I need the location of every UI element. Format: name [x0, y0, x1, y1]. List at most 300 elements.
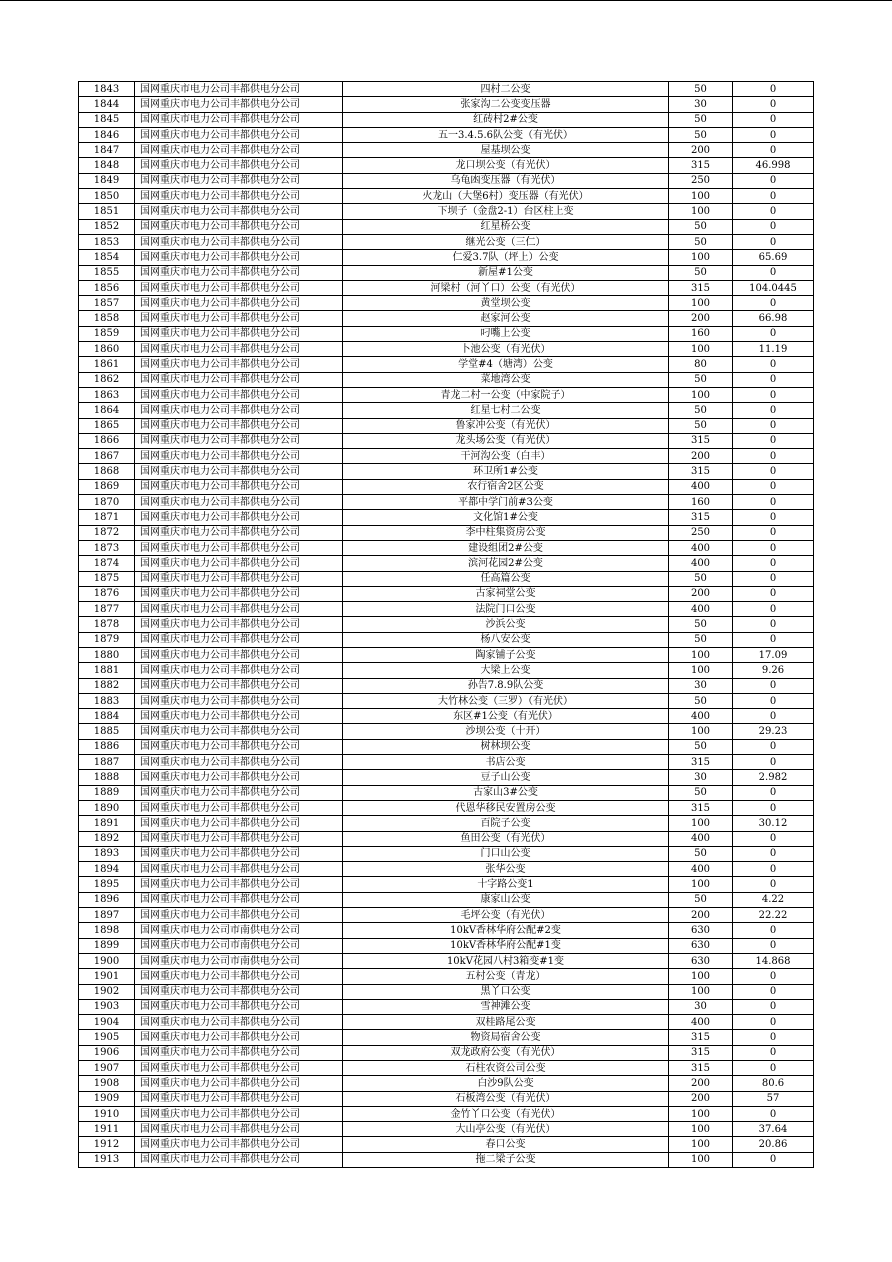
capacity-cell: 315	[669, 1030, 733, 1045]
company-cell: 国网重庆市电力公司丰都供电分公司	[135, 602, 343, 617]
value-cell: 0	[733, 357, 814, 372]
company-cell: 国网重庆市电力公司丰都供电分公司	[135, 357, 343, 372]
table-row	[79, 387, 814, 402]
company-cell: 国网重庆市电力公司丰都供电分公司	[135, 449, 343, 464]
value-cell: 0	[733, 265, 814, 280]
table-row	[79, 449, 814, 464]
row-id-cell: 1859	[79, 326, 135, 341]
capacity-cell: 160	[669, 326, 733, 341]
capacity-cell: 50	[669, 82, 733, 97]
capacity-cell: 315	[669, 1045, 733, 1060]
company-cell: 国网重庆市电力公司丰都供电分公司	[135, 525, 343, 540]
company-cell: 国网重庆市电力公司丰都供电分公司	[135, 755, 343, 770]
capacity-cell: 50	[669, 127, 733, 142]
capacity-cell: 100	[669, 877, 733, 892]
table-row	[79, 1030, 814, 1045]
table-row	[79, 709, 814, 724]
station-name-cell: 叼嘴上公变	[343, 326, 669, 341]
table-row	[79, 357, 814, 372]
row-id-cell: 1876	[79, 586, 135, 601]
company-cell: 国网重庆市电力公司丰都供电分公司	[135, 97, 343, 112]
station-name-cell: 豆子山公变	[343, 770, 669, 785]
station-name-cell: 孙告7.8.9队公变	[343, 678, 669, 693]
company-cell: 国网重庆市电力公司丰都供电分公司	[135, 265, 343, 280]
station-name-cell: 红星桥公变	[343, 219, 669, 234]
data-table	[78, 81, 814, 1168]
capacity-cell: 100	[669, 663, 733, 678]
company-cell: 国网重庆市电力公司丰都供电分公司	[135, 1076, 343, 1091]
row-id-cell: 1851	[79, 204, 135, 219]
row-id-cell: 1894	[79, 862, 135, 877]
row-id-cell: 1890	[79, 800, 135, 815]
capacity-cell: 400	[669, 479, 733, 494]
value-cell: 0	[733, 525, 814, 540]
value-cell: 0	[733, 617, 814, 632]
station-name-cell: 门口山公变	[343, 846, 669, 861]
row-id-cell: 1911	[79, 1122, 135, 1137]
table-row	[79, 311, 814, 326]
capacity-cell: 200	[669, 143, 733, 158]
table-row	[79, 97, 814, 112]
row-id-cell: 1891	[79, 816, 135, 831]
value-cell: 65.69	[733, 250, 814, 265]
table-row	[79, 265, 814, 280]
row-id-cell: 1902	[79, 984, 135, 999]
page-top-rule	[0, 0, 892, 1]
capacity-cell: 50	[669, 571, 733, 586]
row-id-cell: 1844	[79, 97, 135, 112]
row-id-cell: 1846	[79, 127, 135, 142]
capacity-cell: 50	[669, 785, 733, 800]
station-name-cell: 红星七村二公变	[343, 403, 669, 418]
row-id-cell: 1906	[79, 1045, 135, 1060]
capacity-cell: 30	[669, 678, 733, 693]
station-name-cell: 春口公变	[343, 1137, 669, 1152]
value-cell: 0	[733, 556, 814, 571]
table-row	[79, 602, 814, 617]
table-row	[79, 877, 814, 892]
table-row	[79, 1106, 814, 1121]
value-cell: 0	[733, 632, 814, 647]
table-row	[79, 739, 814, 754]
capacity-cell: 200	[669, 449, 733, 464]
station-name-cell: 张华公变	[343, 862, 669, 877]
value-cell: 20.86	[733, 1137, 814, 1152]
station-name-cell: 石板湾公变（有光伏）	[343, 1091, 669, 1106]
capacity-cell: 160	[669, 495, 733, 510]
value-cell: 0	[733, 82, 814, 97]
table-row	[79, 923, 814, 938]
value-cell: 0	[733, 693, 814, 708]
value-cell: 2.982	[733, 770, 814, 785]
company-cell: 国网重庆市电力公司丰都供电分公司	[135, 1091, 343, 1106]
table-row	[79, 647, 814, 662]
station-name-cell: 火龙山（大堡6村）变压器（有光伏）	[343, 189, 669, 204]
row-id-cell: 1887	[79, 755, 135, 770]
station-name-cell: 10kV花园八村3箱变#1变	[343, 953, 669, 968]
table-row	[79, 1152, 814, 1167]
company-cell: 国网重庆市电力公司丰都供电分公司	[135, 510, 343, 525]
capacity-cell: 630	[669, 938, 733, 953]
table-row	[79, 846, 814, 861]
row-id-cell: 1856	[79, 280, 135, 295]
row-id-cell: 1899	[79, 938, 135, 953]
row-id-cell: 1862	[79, 372, 135, 387]
station-name-cell: 五一3.4.5.6队公变（有光伏）	[343, 127, 669, 142]
company-cell: 国网重庆市电力公司丰都供电分公司	[135, 464, 343, 479]
company-cell: 国网重庆市电力公司丰都供电分公司	[135, 342, 343, 357]
value-cell: 0	[733, 418, 814, 433]
table-row	[79, 1045, 814, 1060]
table-row	[79, 586, 814, 601]
station-name-cell: 双龙政府公变（有光伏）	[343, 1045, 669, 1060]
company-cell: 国网重庆市电力公司丰都供电分公司	[135, 158, 343, 173]
capacity-cell: 30	[669, 97, 733, 112]
value-cell: 0	[733, 510, 814, 525]
station-name-cell: 物资局宿舍公变	[343, 1030, 669, 1045]
row-id-cell: 1877	[79, 602, 135, 617]
capacity-cell: 100	[669, 296, 733, 311]
station-name-cell: 沙浜公变	[343, 617, 669, 632]
table-row	[79, 556, 814, 571]
row-id-cell: 1848	[79, 158, 135, 173]
value-cell: 0	[733, 495, 814, 510]
station-name-cell: 任高篇公变	[343, 571, 669, 586]
capacity-cell: 400	[669, 831, 733, 846]
station-name-cell: 滨河花园2#公变	[343, 556, 669, 571]
station-name-cell: 文化馆1#公变	[343, 510, 669, 525]
value-cell: 0	[733, 326, 814, 341]
company-cell: 国网重庆市电力公司丰都供电分公司	[135, 571, 343, 586]
capacity-cell: 100	[669, 250, 733, 265]
table-row	[79, 464, 814, 479]
row-id-cell: 1880	[79, 647, 135, 662]
value-cell: 4.22	[733, 892, 814, 907]
table-row	[79, 1137, 814, 1152]
capacity-cell: 315	[669, 280, 733, 295]
company-cell: 国网重庆市电力公司丰都供电分公司	[135, 387, 343, 402]
row-id-cell: 1868	[79, 464, 135, 479]
company-cell: 国网重庆市电力公司丰都供电分公司	[135, 540, 343, 555]
table-row	[79, 938, 814, 953]
row-id-cell: 1866	[79, 433, 135, 448]
station-name-cell: 红砖村2#公变	[343, 112, 669, 127]
row-id-cell: 1883	[79, 693, 135, 708]
table-row	[79, 632, 814, 647]
row-id-cell: 1857	[79, 296, 135, 311]
capacity-cell: 50	[669, 617, 733, 632]
station-name-cell: 学堂#4（塘湾）公变	[343, 357, 669, 372]
company-cell: 国网重庆市电力公司丰都供电分公司	[135, 739, 343, 754]
capacity-cell: 400	[669, 709, 733, 724]
capacity-cell: 315	[669, 464, 733, 479]
row-id-cell: 1905	[79, 1030, 135, 1045]
station-name-cell: 大山亭公变（有光伏）	[343, 1122, 669, 1137]
station-name-cell: 仁爱3.7队（坪上）公变	[343, 250, 669, 265]
capacity-cell: 50	[669, 892, 733, 907]
table-row	[79, 112, 814, 127]
company-cell: 国网重庆市电力公司丰都供电分公司	[135, 663, 343, 678]
capacity-cell: 100	[669, 204, 733, 219]
row-id-cell: 1864	[79, 403, 135, 418]
station-name-cell: 环卫所1#公变	[343, 464, 669, 479]
row-id-cell: 1873	[79, 540, 135, 555]
row-id-cell: 1855	[79, 265, 135, 280]
value-cell: 0	[733, 602, 814, 617]
capacity-cell: 50	[669, 112, 733, 127]
table-body	[79, 82, 814, 1168]
company-cell: 国网重庆市电力公司丰都供电分公司	[135, 1152, 343, 1167]
value-cell: 0	[733, 387, 814, 402]
company-cell: 国网重庆市电力公司丰都供电分公司	[135, 189, 343, 204]
station-name-cell: 毛坪公变（有光伏）	[343, 908, 669, 923]
company-cell: 国网重庆市电力公司丰都供电分公司	[135, 816, 343, 831]
company-cell: 国网重庆市电力公司丰都供电分公司	[135, 433, 343, 448]
row-id-cell: 1849	[79, 173, 135, 188]
value-cell: 0	[733, 464, 814, 479]
value-cell: 0	[733, 1152, 814, 1167]
capacity-cell: 200	[669, 311, 733, 326]
value-cell: 0	[733, 127, 814, 142]
station-name-cell: 杨八安公变	[343, 632, 669, 647]
company-cell: 国网重庆市电力公司丰都供电分公司	[135, 311, 343, 326]
station-name-cell: 屋基坝公变	[343, 143, 669, 158]
capacity-cell: 250	[669, 525, 733, 540]
capacity-cell: 30	[669, 770, 733, 785]
table-row	[79, 189, 814, 204]
company-cell: 国网重庆市电力公司丰都供电分公司	[135, 1061, 343, 1076]
value-cell: 14.868	[733, 953, 814, 968]
table-row	[79, 862, 814, 877]
station-name-cell: 东区#1公变（有光伏）	[343, 709, 669, 724]
station-name-cell: 大竹林公变（三罗）（有光伏）	[343, 693, 669, 708]
company-cell: 国网重庆市电力公司丰都供电分公司	[135, 969, 343, 984]
company-cell: 国网重庆市电力公司丰都供电分公司	[135, 1030, 343, 1045]
table-row	[79, 173, 814, 188]
table-row	[79, 433, 814, 448]
row-id-cell: 1853	[79, 234, 135, 249]
value-cell: 0	[733, 571, 814, 586]
capacity-cell: 400	[669, 556, 733, 571]
company-cell: 国网重庆市电力公司丰都供电分公司	[135, 647, 343, 662]
station-name-cell: 青龙二村一公变（中家院子）	[343, 387, 669, 402]
value-cell: 0	[733, 97, 814, 112]
value-cell: 29.23	[733, 724, 814, 739]
company-cell: 国网重庆市电力公司丰都供电分公司	[135, 693, 343, 708]
row-id-cell: 1843	[79, 82, 135, 97]
table-row	[79, 617, 814, 632]
value-cell: 0	[733, 877, 814, 892]
station-name-cell: 五村公变（青龙）	[343, 969, 669, 984]
row-id-cell: 1900	[79, 953, 135, 968]
station-name-cell: 书店公变	[343, 755, 669, 770]
station-name-cell: 农行宿舍2区公变	[343, 479, 669, 494]
table-row	[79, 999, 814, 1014]
company-cell: 国网重庆市电力公司丰都供电分公司	[135, 785, 343, 800]
capacity-cell: 50	[669, 418, 733, 433]
company-cell: 国网重庆市电力公司丰都供电分公司	[135, 678, 343, 693]
row-id-cell: 1850	[79, 189, 135, 204]
company-cell: 国网重庆市电力公司丰都供电分公司	[135, 892, 343, 907]
row-id-cell: 1910	[79, 1106, 135, 1121]
table-row	[79, 816, 814, 831]
table-row	[79, 663, 814, 678]
value-cell: 0	[733, 755, 814, 770]
company-cell: 国网重庆市电力公司丰都供电分公司	[135, 82, 343, 97]
value-cell: 9.26	[733, 663, 814, 678]
company-cell: 国网重庆市电力公司丰都供电分公司	[135, 1106, 343, 1121]
capacity-cell: 100	[669, 1152, 733, 1167]
table-row	[79, 234, 814, 249]
table-row	[79, 158, 814, 173]
station-name-cell: 鱼田公变（有光伏）	[343, 831, 669, 846]
company-cell: 国网重庆市电力公司丰都供电分公司	[135, 479, 343, 494]
value-cell: 0	[733, 785, 814, 800]
company-cell: 国网重庆市电力公司市南供电分公司	[135, 923, 343, 938]
capacity-cell: 200	[669, 586, 733, 601]
value-cell: 0	[733, 403, 814, 418]
company-cell: 国网重庆市电力公司丰都供电分公司	[135, 234, 343, 249]
table-row	[79, 403, 814, 418]
table-row	[79, 143, 814, 158]
row-id-cell: 1874	[79, 556, 135, 571]
row-id-cell: 1882	[79, 678, 135, 693]
station-name-cell: 10kV香林华府公配#2变	[343, 923, 669, 938]
row-id-cell: 1860	[79, 342, 135, 357]
value-cell: 0	[733, 433, 814, 448]
station-name-cell: 四村二公变	[343, 82, 669, 97]
row-id-cell: 1863	[79, 387, 135, 402]
row-id-cell: 1907	[79, 1061, 135, 1076]
company-cell: 国网重庆市电力公司丰都供电分公司	[135, 632, 343, 647]
row-id-cell: 1885	[79, 724, 135, 739]
capacity-cell: 400	[669, 602, 733, 617]
company-cell: 国网重庆市电力公司丰都供电分公司	[135, 296, 343, 311]
station-name-cell: 法院门口公变	[343, 602, 669, 617]
table-row	[79, 953, 814, 968]
capacity-cell: 315	[669, 510, 733, 525]
company-cell: 国网重庆市电力公司丰都供电分公司	[135, 219, 343, 234]
capacity-cell: 50	[669, 739, 733, 754]
row-id-cell: 1901	[79, 969, 135, 984]
company-cell: 国网重庆市电力公司市南供电分公司	[135, 953, 343, 968]
capacity-cell: 200	[669, 1076, 733, 1091]
value-cell: 104.0445	[733, 280, 814, 295]
company-cell: 国网重庆市电力公司丰都供电分公司	[135, 418, 343, 433]
company-cell: 国网重庆市电力公司丰都供电分公司	[135, 862, 343, 877]
capacity-cell: 100	[669, 387, 733, 402]
capacity-cell: 100	[669, 984, 733, 999]
capacity-cell: 100	[669, 1137, 733, 1152]
station-name-cell: 建设组团2#公变	[343, 540, 669, 555]
table-row	[79, 1061, 814, 1076]
station-name-cell: 大梁上公变	[343, 663, 669, 678]
capacity-cell: 50	[669, 632, 733, 647]
capacity-cell: 315	[669, 158, 733, 173]
station-name-cell: 双桂路尾公变	[343, 1015, 669, 1030]
value-cell: 0	[733, 831, 814, 846]
capacity-cell: 315	[669, 800, 733, 815]
value-cell: 46.998	[733, 158, 814, 173]
station-name-cell: 十字路公变1	[343, 877, 669, 892]
capacity-cell: 315	[669, 755, 733, 770]
value-cell: 0	[733, 800, 814, 815]
capacity-cell: 100	[669, 816, 733, 831]
value-cell: 0	[733, 678, 814, 693]
station-name-cell: 树林坝公变	[343, 739, 669, 754]
capacity-cell: 50	[669, 693, 733, 708]
row-id-cell: 1898	[79, 923, 135, 938]
capacity-cell: 80	[669, 357, 733, 372]
company-cell: 国网重庆市电力公司丰都供电分公司	[135, 709, 343, 724]
value-cell: 17.09	[733, 647, 814, 662]
capacity-cell: 50	[669, 234, 733, 249]
capacity-cell: 630	[669, 953, 733, 968]
row-id-cell: 1904	[79, 1015, 135, 1030]
value-cell: 37.64	[733, 1122, 814, 1137]
row-id-cell: 1845	[79, 112, 135, 127]
value-cell: 0	[733, 862, 814, 877]
value-cell: 0	[733, 1045, 814, 1060]
value-cell: 0	[733, 938, 814, 953]
company-cell: 国网重庆市电力公司丰都供电分公司	[135, 556, 343, 571]
table-row	[79, 479, 814, 494]
row-id-cell: 1903	[79, 999, 135, 1014]
station-name-cell: 干河沟公变（白丰）	[343, 449, 669, 464]
table-row	[79, 831, 814, 846]
row-id-cell: 1892	[79, 831, 135, 846]
table-row	[79, 785, 814, 800]
station-name-cell: 卜池公变（有光伏）	[343, 342, 669, 357]
value-cell: 0	[733, 143, 814, 158]
row-id-cell: 1909	[79, 1091, 135, 1106]
capacity-cell: 315	[669, 433, 733, 448]
company-cell: 国网重庆市电力公司丰都供电分公司	[135, 173, 343, 188]
value-cell: 0	[733, 1106, 814, 1121]
table-row	[79, 1122, 814, 1137]
company-cell: 国网重庆市电力公司丰都供电分公司	[135, 250, 343, 265]
station-name-cell: 下坝子（金盘2-1）台区柱上变	[343, 204, 669, 219]
value-cell: 0	[733, 739, 814, 754]
capacity-cell: 100	[669, 969, 733, 984]
capacity-cell: 100	[669, 342, 733, 357]
row-id-cell: 1879	[79, 632, 135, 647]
station-name-cell: 平都中学门前#3公变	[343, 495, 669, 510]
company-cell: 国网重庆市电力公司丰都供电分公司	[135, 112, 343, 127]
row-id-cell: 1861	[79, 357, 135, 372]
capacity-cell: 315	[669, 1061, 733, 1076]
value-cell: 0	[733, 479, 814, 494]
value-cell: 0	[733, 969, 814, 984]
capacity-cell: 400	[669, 862, 733, 877]
row-id-cell: 1865	[79, 418, 135, 433]
capacity-cell: 100	[669, 724, 733, 739]
table-row	[79, 525, 814, 540]
value-cell: 30.12	[733, 816, 814, 831]
station-name-cell: 龙头场公变（有光伏）	[343, 433, 669, 448]
company-cell: 国网重庆市电力公司丰都供电分公司	[135, 280, 343, 295]
capacity-cell: 50	[669, 846, 733, 861]
capacity-cell: 100	[669, 647, 733, 662]
row-id-cell: 1893	[79, 846, 135, 861]
capacity-cell: 50	[669, 403, 733, 418]
company-cell: 国网重庆市电力公司丰都供电分公司	[135, 908, 343, 923]
row-id-cell: 1875	[79, 571, 135, 586]
company-cell: 国网重庆市电力公司丰都供电分公司	[135, 204, 343, 219]
capacity-cell: 630	[669, 923, 733, 938]
value-cell: 0	[733, 586, 814, 601]
row-id-cell: 1847	[79, 143, 135, 158]
